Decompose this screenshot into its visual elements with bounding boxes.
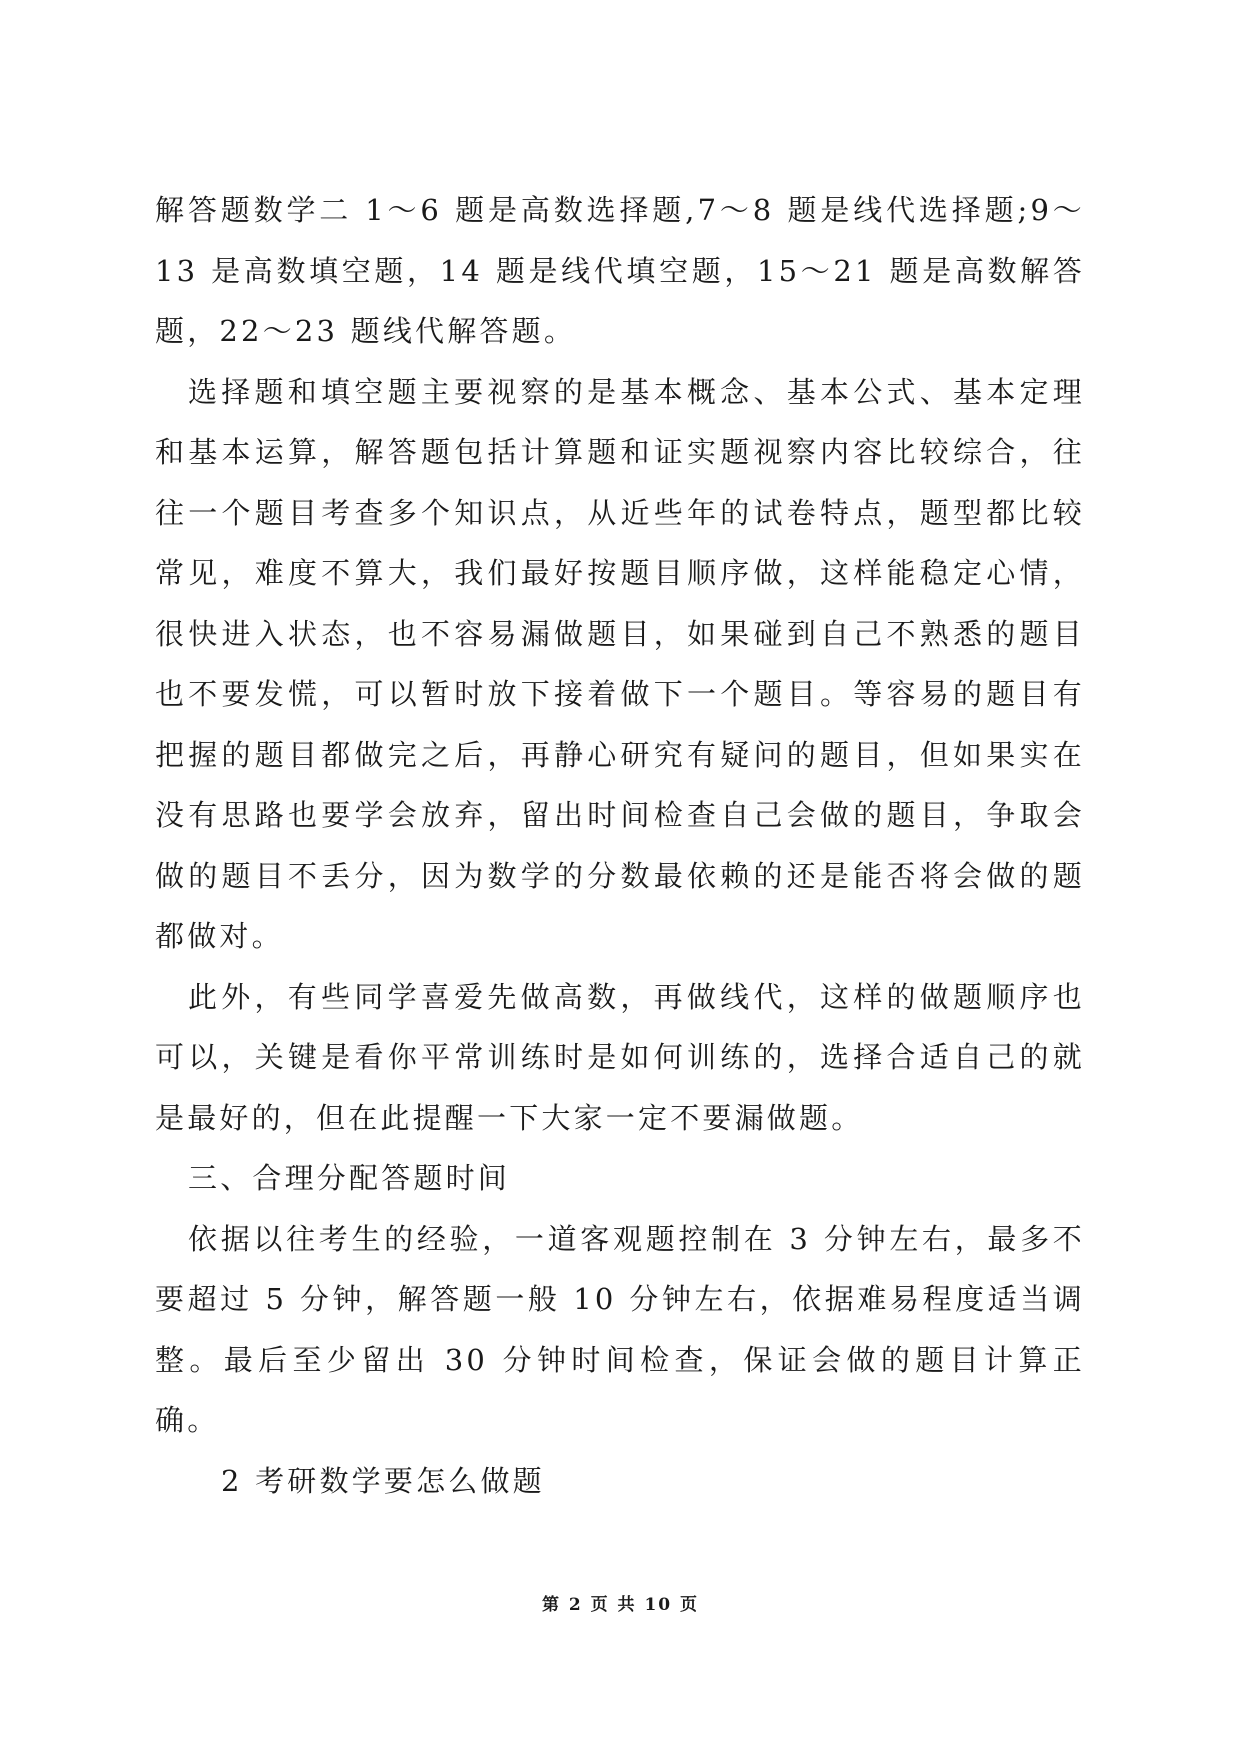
section-heading-time-allocation: 三、合理分配答题时间	[188, 1161, 511, 1195]
paragraph-time-allocation: 依据以往考生的经验，一道客观题控制在 3 分钟左右，最多不要超过 5 分钟，解答题一般 10 分钟左右，依据难易程度适当调整。最后至少留出 30 分钟时间检查，保证会做的题目计算正确。	[155, 1221, 1085, 1437]
paragraph-order-advice: 此外，有些同学喜爱先做高数，再做线代，这样的做题顺序也可以，关键是看你平常训练时是如何训练的，选择合适自己的就是最好的，但在此提醒一下大家一定不要漏做题。	[155, 979, 1085, 1135]
page-footer: 第 2 页 共 10 页	[541, 1595, 700, 1615]
section-heading-how-to-solve: 2 考研数学要怎么做题	[221, 1463, 545, 1498]
paragraph-question-types: 选择题和填空题主要视察的是基本概念、基本公式、基本定理和基本运算，解答题包括计算题和证实题视察内容比较综合，往往一个题目考查多个知识点，从近些年的试卷特点，题型都比较常见，难度不算大，我们最好按题目顺序做，这样能稳定心情，很快进入状态，也不容易漏做题目，如果碰到自己不熟悉的题目也不要发慌，可以暂时放下接着做下一个题目。等容易的题目有把握的题目都做完之后，再静心研究有疑问的题目，但如果实在没有思路也要学会放弃，留出时间检查自己会做的题目，争取会做的题目不丢分，因为数学的分数最依赖的还是能否将会做的题都做对。	[155, 374, 1085, 953]
paragraph-question-distribution: 解答题数学二 1～6 题是高数选择题,7～8 题是线代选择题;9～13 是高数填空题，14 题是线代填空题，15～21 题是高数解答题，22～23 题线代解答题。	[155, 193, 1085, 348]
document-body	[155, 180, 1085, 1511]
